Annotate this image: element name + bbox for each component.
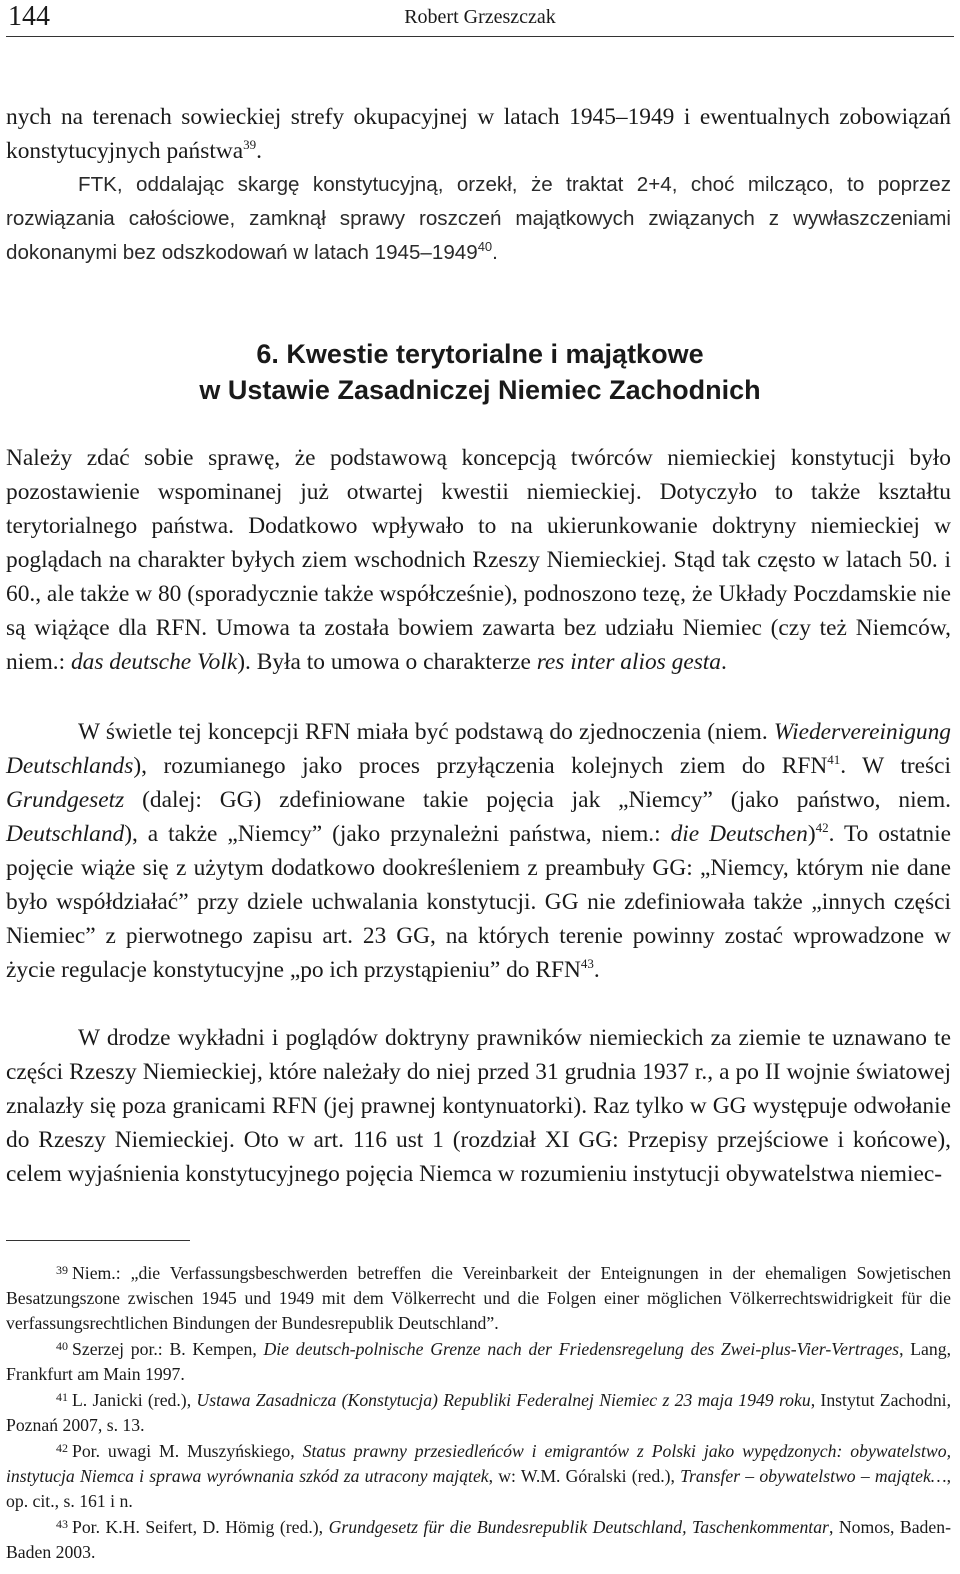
page-header [6,0,954,37]
paragraph-intro: Należy zdać sobie sprawę, że podstawową koncepcją twórców niemieckiej konstytucji było pozostawienie wspominanej już otwartej kwestii niemieckiej. Dotyczyło to także kształtu terytorialnego państwa. Dodatkowo wpływało to na ukierunkowanie doktryny niemieckiej w poglądach na charakter byłych ziem wschodnich Rzeszy Niemieckiej. Stąd tak często w latach 50. i 60., ale także w 80 (sporadycznie także współcześnie), podnoszono tezę, że Układy Poczdamskie nie są wiążące dla RFN. Umowa ta została bowiem zawarta bez udziału Niemiec (czy też Niemców, niem.: das deutsche Volk). Była to umowa o charakterze res inter alios gesta. [6,445,952,675]
footnote-ref-40[interactable]: 40 [477,239,493,255]
footnote-40: 40 Szerzej por.: B. Kempen, Die deutsch-polnische Grenze nach der Friedensregelung des Zwei-plus-Vier-Vertrages, Lang, Frankfurt am Main 1997. [6,1339,951,1384]
page-number: 144 [8,1,50,32]
footnote-43: 43 Por. K.H. Seifert, D. Hömig (red.), Grundgesetz für die Bundesrepublik Deutschland, Taschenkommentar, Nomos, Baden-Baden 2003. [6,1517,951,1562]
paragraph-doctrine: W drodze wykładni i poglądów doktryny prawników niemieckich za ziemie te uznawano te części Rzeszy Niemieckiej, które należały do niej przed 31 grudnia 1937 r., a po II wojnie światowej znalazły się poza granicami RFN (jej prawnej kontynuatorki). Raz tylko w GG występuje odwołanie do Rzeszy Niemieckiej. Oto w art. 116 ust 1 (rozdział XI GG: Przepisy przejściowe i końcowe), celem wyjaśnienia konstytucyjnego pojęcia Niemca w rozumieniu instytucji obywatelstwa niemiec- [6,1025,951,1187]
footnote-ref-41[interactable]: 41 [827,752,841,768]
paragraph-continued: nych na terenach sowieckiej strefy okupacyjnej w latach 1945–1949 i ewentualnych zobowiązań konstytucyjnych państwa$^{39}$. [6,104,951,164]
footnote-separator [6,1240,190,1241]
section-heading: 6. Kwestie terytorialne i majątkowe w Ustawie Zasadniczej Niemiec Zachodnich [199,339,761,405]
paragraph-ftk: FTK, oddalając skargę konstytucyjną, orzekł, że traktat 2+4, choć milcząco, to poprzez rozwiązania całościowe, zamknął sprawy roszczeń majątkowych związanych z wywłaszczeniami dokonanymi bez odszkodowań w latach 1945–1949$^{40}$. [6,173,951,264]
running-head-author: Robert Grzeszczak [404,6,556,28]
footnote-39: 39 Niem.: „die Verfassungsbeschwerden betreffen die Vereinbarkeit der Enteignungen in der ehemaligen Sowjetischen Besatzungszone zwischen 1945 und 1949 mit dem Völkerrecht und die Folgen einer möglichen Völkerrechtswidrigkeit für die verfassungsrechtlichen Bindungen der Bundesrepublik Deutschland”. [6,1263,951,1333]
footnote-42: 42 Por. uwagi M. Muszyńskiego, Status prawny przesiedleńców i emigrantów z Polski jako wypędzonych: obywatelstwo, instytucja Niemca i sprawa wyrównania szkód za utracony majątek, w: W.M. Góralski (red.), Transfer – obywatelstwo – majątek…, op. cit., s. 161 i n. [6,1441,951,1511]
paragraph-rfn: W świetle tej koncepcji RFN miała być podstawą do zjednoczenia (niem. Wiedervereinigung Deutschlands), rozumianego jako proces przyłączenia kolejnych ziem do RFN$^{41}$. W treści Grundgesetz (dalej: GG) zdefiniowane takie pojęcia jak „Niemcy” (jako państwo, niem. Deutschland), a także „Niemcy” (jako przynależni państwa, niem.: die Deutschen)$^{42}$. To ostatnie pojęcie wiąże się z użytym dodatkowo dookreśleniem z preambuły GG: „Niemcy, którym nie dane było współdziałać” przy dziele uchwalania konstytucji. GG nie zdefiniowała także „innych części Niemiec” z pierwotnego zapisu art. 23 GG, na których terenie powinny zostać wprowadzone w życie regulacje konstytucyjne „po ich przystąpieniu” do RFN$^{43}$. [6,719,951,983]
footnote-ref-42[interactable]: 42 [815,820,829,836]
footnote-ref-39[interactable]: 39 [243,137,257,153]
footnote-ref-43[interactable]: 43 [580,956,594,972]
footnote-41: 41 L. Janicki (red.), Ustawa Zasadnicza (Konstytucja) Republiki Federalnej Niemiec z 23 maja 1949 roku, Instytut Zachodni, Poznań 2007, s. 13. [6,1390,951,1435]
